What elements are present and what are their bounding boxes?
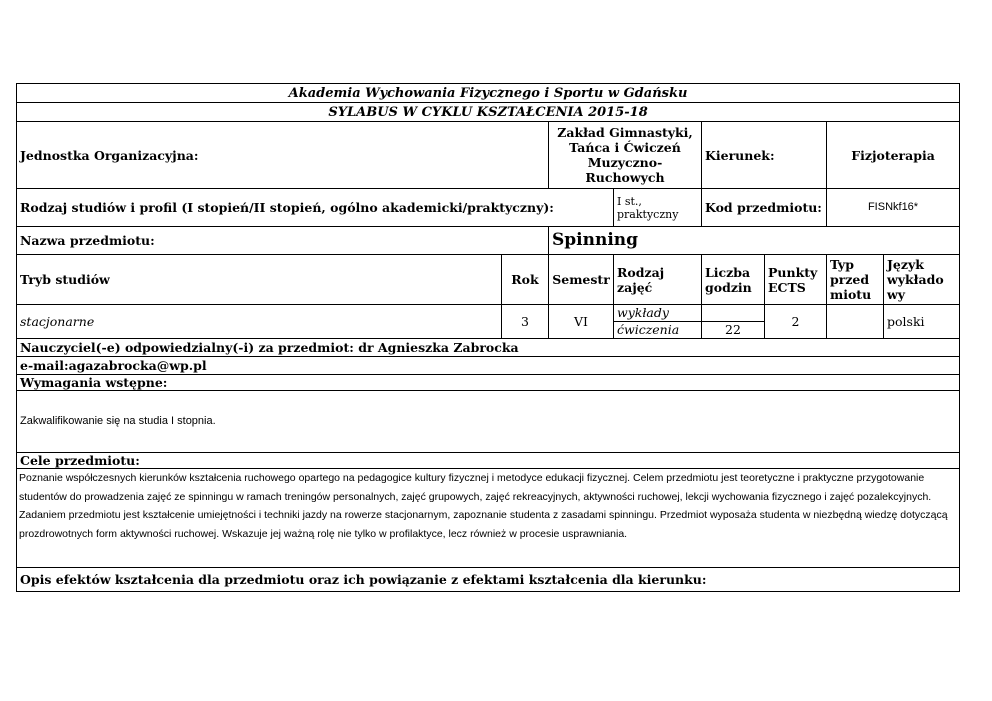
semester-value: VI xyxy=(549,305,614,339)
class-type-cell xyxy=(614,305,702,339)
col-language: Język wykłado wy xyxy=(884,255,960,305)
col-hours: Liczba godzin xyxy=(702,255,765,305)
subject-code-label: Kod przedmiotu: xyxy=(702,189,827,227)
syllabus-sheet xyxy=(16,83,959,592)
study-mode-value: stacjonarne xyxy=(17,305,502,339)
syllabus-table xyxy=(16,83,960,592)
outcomes-heading: Opis efektów kształcenia dla przedmiotu oraz ich powiązanie z efektami kształcenia dla kierunku: xyxy=(17,568,960,592)
teacher-line: Nauczyciel(-e) odpowiedzialny(-i) za przedmiot: dr Agnieszka Zabrocka xyxy=(17,339,960,357)
subject-name-label: Nazwa przedmiotu: xyxy=(17,227,549,255)
ects-value: 2 xyxy=(765,305,827,339)
exercises-hours: 22 xyxy=(702,321,764,338)
email-line: e-mail:agazabrocka@wp.pl xyxy=(17,357,960,375)
col-subject-type: Typ przed miotu xyxy=(827,255,884,305)
lectures-label: wykłady xyxy=(617,305,669,320)
col-mode: Tryb studiów xyxy=(17,255,502,305)
unit-value: Zakład Gimnastyki, Tańca i Ćwiczeń Muzyczno-Ruchowych xyxy=(549,122,702,189)
language-value: polski xyxy=(884,305,960,339)
requirements-text: Zakwalifikowanie się na studia I stopnia. xyxy=(17,391,960,453)
syllabus-title: SYLABUS W CYKLU KSZTAŁCENIA 2015-18 xyxy=(17,103,960,122)
unit-label: Jednostka Organizacyjna: xyxy=(17,122,549,189)
goals-label: Cele przedmiotu: xyxy=(17,453,960,469)
col-ects: Punkty ECTS xyxy=(765,255,827,305)
subject-type-value xyxy=(827,305,884,339)
requirements-label: Wymagania wstępne: xyxy=(17,375,960,391)
subject-code-value: FISNkf16* xyxy=(827,189,960,227)
subject-name-value: Spinning xyxy=(549,227,960,255)
goals-text: Poznanie współczesnych kierunków kształcenia ruchowego opartego na pedagogice kultury fizycznej i metodyce edukacji fizycznej. Celem przedmiotu jest teoretyczne i praktyczne przygotowanie studentów do prowadzenia zajęć ze spinningu w ramach treningów personalnych, zajęć grupowych, zajęć rekreacyjnych, aktywności ruchowej, lekcji wychowania fizycznego i zajęć pozalekcyjnych. Zadaniem przedmiotu jest kształcenie umiejętności i techniki jazdy na rowerze stacjonarnym, zapoznanie studenta z zasadami spinningu. Przedmiot wyposaża studenta w niezbędną wiedzę dotyczącą prozdrowotnych form aktywności ruchowej. Wskazuje jej ważną rolę nie tylko w profilaktyce, lecz również w procesie usprawniania. xyxy=(17,469,960,568)
col-class-type: Rodzaj zajęć xyxy=(614,255,702,305)
hours-cell xyxy=(702,305,765,339)
col-semester: Semestr xyxy=(549,255,614,305)
col-year: Rok xyxy=(502,255,549,305)
study-type-value: I st., praktyczny xyxy=(614,189,702,227)
academy-title: Akademia Wychowania Fizycznego i Sportu w Gdańsku xyxy=(17,84,960,103)
year-value: 3 xyxy=(502,305,549,339)
field-label: Kierunek: xyxy=(702,122,827,189)
lectures-hours xyxy=(702,305,764,321)
exercises-label: ćwiczenia xyxy=(614,321,701,338)
study-type-label: Rodzaj studiów i profil (I stopień/II stopień, ogólno akademicki/praktyczny): xyxy=(17,189,614,227)
field-value: Fizjoterapia xyxy=(827,122,960,189)
